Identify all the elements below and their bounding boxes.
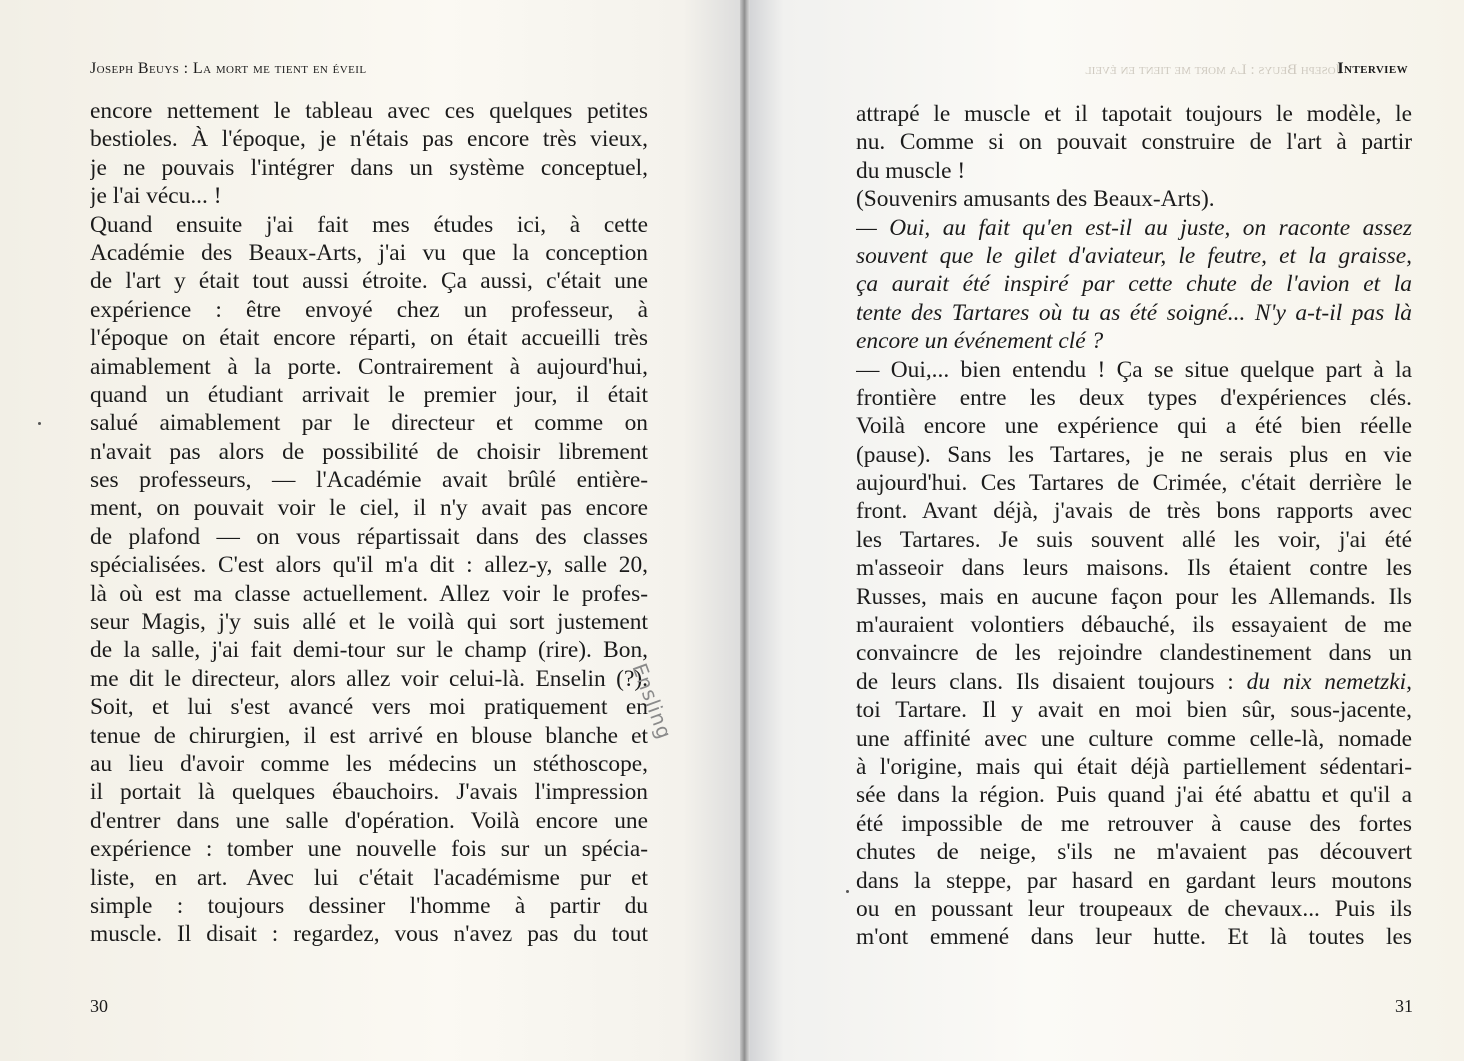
text-line: de plafond — on vous répartissait dans des classes	[90, 523, 648, 550]
text-line: sée dans la région. Puis quand j'ai été abattu et qu'il a	[856, 782, 1412, 809]
text-line: là où est ma classe actuellement. Allez voir le profes-	[90, 580, 648, 607]
text-line: au lieu d'avoir comme les médecins un stéthoscope,	[90, 750, 648, 777]
text-line: bestioles. À l'époque, je n'étais pas encore très vieux,	[90, 126, 648, 153]
text-line: front. Avant déjà, j'avais de très bons rapports avec	[856, 498, 1412, 525]
text-line: de l'art y était tout aussi étroite. Ça aussi, c'était une	[90, 268, 648, 295]
text-line: ses professeurs, — l'Académie avait brûlé entière-	[90, 467, 648, 494]
text-line: aujourd'hui. Ces Tartares de Crimée, c'était derrière le	[856, 470, 1412, 497]
text-line: je ne pouvais l'intégrer dans un système conceptuel,	[90, 154, 648, 181]
speck-mark	[38, 422, 41, 425]
text-line: (Souvenirs amusants des Beaux-Arts).	[856, 186, 1215, 213]
text-line-with-italic	[856, 668, 1412, 696]
text-line: je l'ai vécu... !	[90, 183, 222, 210]
bleed-through-header: Joseph Beuys : La mort me tient en éveil	[1085, 62, 1342, 78]
text-line: m'ont emmené dans leur hutte. Et là toutes les	[856, 924, 1412, 951]
text-line: été impossible de me retrouver à cause des fortes	[856, 810, 1412, 837]
text-line: il portait là quelques ébauchoirs. J'avais l'impression	[90, 779, 648, 806]
page-number-left: 30	[90, 996, 108, 1016]
text-line: Académie des Beaux-Arts, j'ai vu que la conception	[90, 239, 648, 266]
text-line: dans la steppe, par hasard en gardant leurs moutons	[856, 867, 1412, 894]
right-running-header: Interview	[1337, 60, 1408, 77]
text-line: seur Magis, j'y suis allé et le voilà qui sort justement	[90, 609, 648, 636]
text-line: frontière entre les deux types d'expériences clés.	[856, 384, 1412, 411]
text-line: toi Tartare. Il y avait en moi bien sûr, sous-jacente,	[856, 697, 1412, 724]
text-line: expérience : être envoyé chez un professeur, à	[90, 296, 648, 323]
text-line: tenue de chirurgien, il est arrivé en blouse blanche et	[90, 722, 648, 749]
text-line: les Tartares. Je suis souvent allé les voir, j'ai été	[856, 526, 1412, 553]
text-segment: de leurs clans. Ils disaient toujours :	[856, 668, 1234, 695]
pencil-annotation: Ensling	[627, 660, 678, 743]
text-line: à l'origine, mais qui était déjà partiellement sédentari-	[856, 753, 1412, 780]
text-line: n'avait pas alors de possibilité de choisir librement	[90, 438, 648, 465]
text-line: Voilà encore une expérience qui a été bien réelle	[856, 413, 1412, 440]
text-line: d'entrer dans une salle d'opération. Voilà encore une	[90, 807, 648, 834]
text-line: expérience : tomber une nouvelle fois sur un spécia-	[90, 836, 648, 863]
question-line: encore un événement clé ?	[856, 328, 1104, 355]
text-line: m'auraient volontiers débauché, ils essayaient de me	[856, 612, 1412, 639]
text-line: salué aimablement par le directeur et comme on	[90, 410, 648, 437]
text-line: chutes de neige, s'ils ne m'avaient pas découvert	[856, 839, 1412, 866]
text-line: (pause). Sans les Tartares, je ne serais plus en vie	[856, 441, 1412, 468]
question-line: souvent que le gilet d'aviateur, le feutre, et la graisse,	[856, 242, 1412, 269]
italic-phrase: du nix nemetzki,	[1246, 668, 1412, 695]
text-line: du muscle !	[856, 157, 966, 184]
left-page-text	[90, 97, 648, 949]
question-line: — Oui, au fait qu'en est-il au juste, on raconte assez	[856, 214, 1412, 241]
text-line: aimablement à la porte. Contrairement à aujourd'hui,	[90, 353, 648, 380]
text-line: liste, en art. Avec lui c'était l'académisme pur et	[90, 864, 648, 891]
text-line: m'asseoir dans leurs maisons. Ils étaient contre les	[856, 555, 1412, 582]
text-line: simple : toujours dessiner l'homme à partir du	[90, 892, 648, 919]
text-line: — Oui,... bien entendu ! Ça se situe quelque part à la	[856, 356, 1412, 383]
text-line: muscle. Il disait : regardez, vous n'avez pas du tout	[90, 921, 648, 948]
question-line: ça aurait été inspiré par cette chute de l'avion et la	[856, 271, 1412, 298]
text-line: Soit, et lui s'est avancé vers moi pratiquement en	[90, 694, 648, 721]
book-gutter	[740, 0, 750, 1061]
text-line: de la salle, j'ai fait demi-tour sur le champ (rire). Bon,	[90, 637, 648, 664]
text-line: Quand ensuite j'ai fait mes études ici, à cette	[90, 211, 648, 238]
text-line: spécialisées. C'est alors qu'il m'a dit : allez-y, salle 20,	[90, 552, 648, 579]
text-line: ou en poussant leur troupeaux de chevaux... Puis ils	[856, 895, 1412, 922]
text-line: ment, on pouvait voir le ciel, il n'y avait pas encore	[90, 495, 648, 522]
speck-mark	[846, 890, 849, 893]
left-running-header: Joseph Beuys : La mort me tient en éveil	[90, 60, 367, 77]
text-line: Russes, mais en aucune façon pour les Allemands. Ils	[856, 583, 1412, 610]
text-line: attrapé le muscle et il tapotait toujours le modèle, le	[856, 101, 1412, 127]
text-line: encore nettement le tableau avec ces quelques petites	[90, 98, 648, 124]
text-line: nu. Comme si on pouvait construire de l'art à partir	[856, 129, 1412, 156]
page-number-right: 31	[1395, 996, 1413, 1016]
text-line: me dit le directeur, alors allez voir celui-là. Enselin (?).	[90, 665, 648, 692]
text-line: convaincre de les rejoindre clandestinement dans un	[856, 640, 1412, 667]
right-page-text	[856, 100, 1412, 952]
text-line: une affinité avec une culture comme celle-là, nomade	[856, 725, 1412, 752]
question-line: tente des Tartares où tu as été soigné... N'y a-t-il pas là	[856, 299, 1412, 326]
text-line: l'époque on était encore réparti, on était accueilli très	[90, 325, 648, 352]
text-line: quand un étudiant arrivait le premier jour, il était	[90, 381, 648, 408]
